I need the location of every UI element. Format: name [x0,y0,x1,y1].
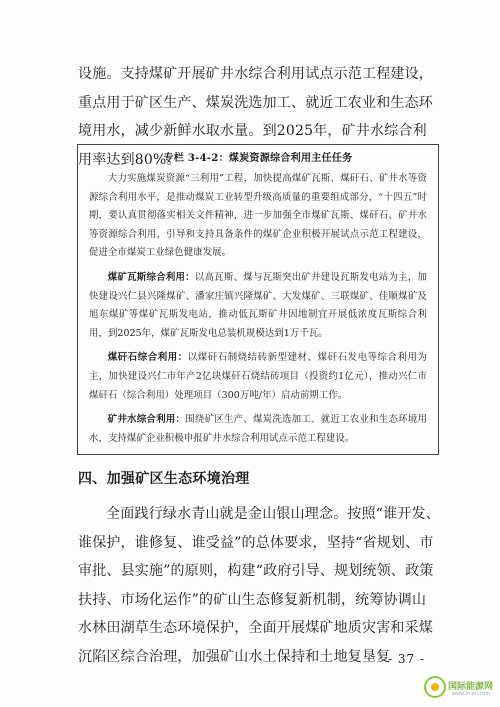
watermark-subtext: www.in-en.com [452,691,491,697]
gas-utilization-text: 以高瓦斯、煤与瓦斯突出矿井建设瓦斯发电站为主，加快建设兴仁县兴隆煤矿、潘家庄镇兴隆煤矿、大发煤矿、三联煤矿、佳顺煤矿及旭东煤矿等煤矿瓦斯发电站，推动低瓦斯矿井因地制宜开展低浓度瓦斯综合利用，到2025年，煤矿瓦斯发电总装机规模达到1万千瓦。 [89,271,427,339]
mine-water-utilization-lead: 矿井水综合利用： [107,414,186,426]
mine-water-utilization-text: 围绕矿区生产、煤炭洗选加工、就近工农业和生态环境用水，支持煤矿企业积极申报矿井水综合利用试点示范工程建设。 [89,414,427,444]
gas-utilization-paragraph [89,269,427,343]
section-paragraph: 全面践行绿水青山就是金山银山理念。按照“谁开发、谁保护，谁修复、谁受益”的总体要求，坚持“省规划、市审批、县实施”的原则，构建“政府引导、规划统领、政策扶持、市场化运作”的矿山生态修复新机制，统筹协调山水林田湖草生态环境保护，全面开展煤矿地质灾害和采煤沉陷区综合治理，加强矿山水土保持和土地复垦复 [78,506,440,665]
page-number: - 37 - [388,652,426,666]
intro-paragraph: 设施。支持煤矿开展矿井水综合利用试点示范工程建设，重点用于矿区生产、煤炭洗选加工、就近工农业和生态环境用水，减少新鲜水取水量。到2025年，矿井水综合利用率达到80%。 [78,66,433,168]
box-intro-paragraph: 大力实施煤炭资源“三利用”工程，加快提高煤矿瓦斯、煤矸石、矿井水等资源综合利用水平，是推动煤炭工业转型升级高质量的重要组成部分，“十四五”时期，要认真贯彻落实相关文件精神，进一步加强全市煤矿瓦斯、煤矸石、矿井水等资源综合利用，引导和支持具备条件的煤矿企业积极开展试点示范工程建设，促进全市煤炭工业绿色健康发展。 [89,173,427,259]
watermark-logo [424,676,494,702]
gas-utilization-lead: 煤矿瓦斯综合利用： [107,271,195,283]
gangue-utilization-lead: 煤矸石综合利用： [107,352,188,364]
watermark-dot-icon [431,683,439,691]
mine-water-utilization-paragraph [89,411,427,448]
gangue-utilization-paragraph [89,349,427,405]
gangue-utilization-text: 以煤矸石制烧结砖新型建材、煤矸石发电等综合利用为主，加快建设兴仁市年产2亿块煤矸石烧结砖项目（投资约1亿元），推动兴仁市煤矸石（综合利用）处理项目（300万吨/年）启动前期工作。 [89,352,427,401]
policy-box [77,144,439,455]
box-title: 专栏 3-4-2：煤炭资源综合利用主任任务 [163,153,353,164]
section-heading: 四、加强矿区生态环境治理 [78,471,250,487]
watermark-text: 国际能源网 [448,682,494,692]
